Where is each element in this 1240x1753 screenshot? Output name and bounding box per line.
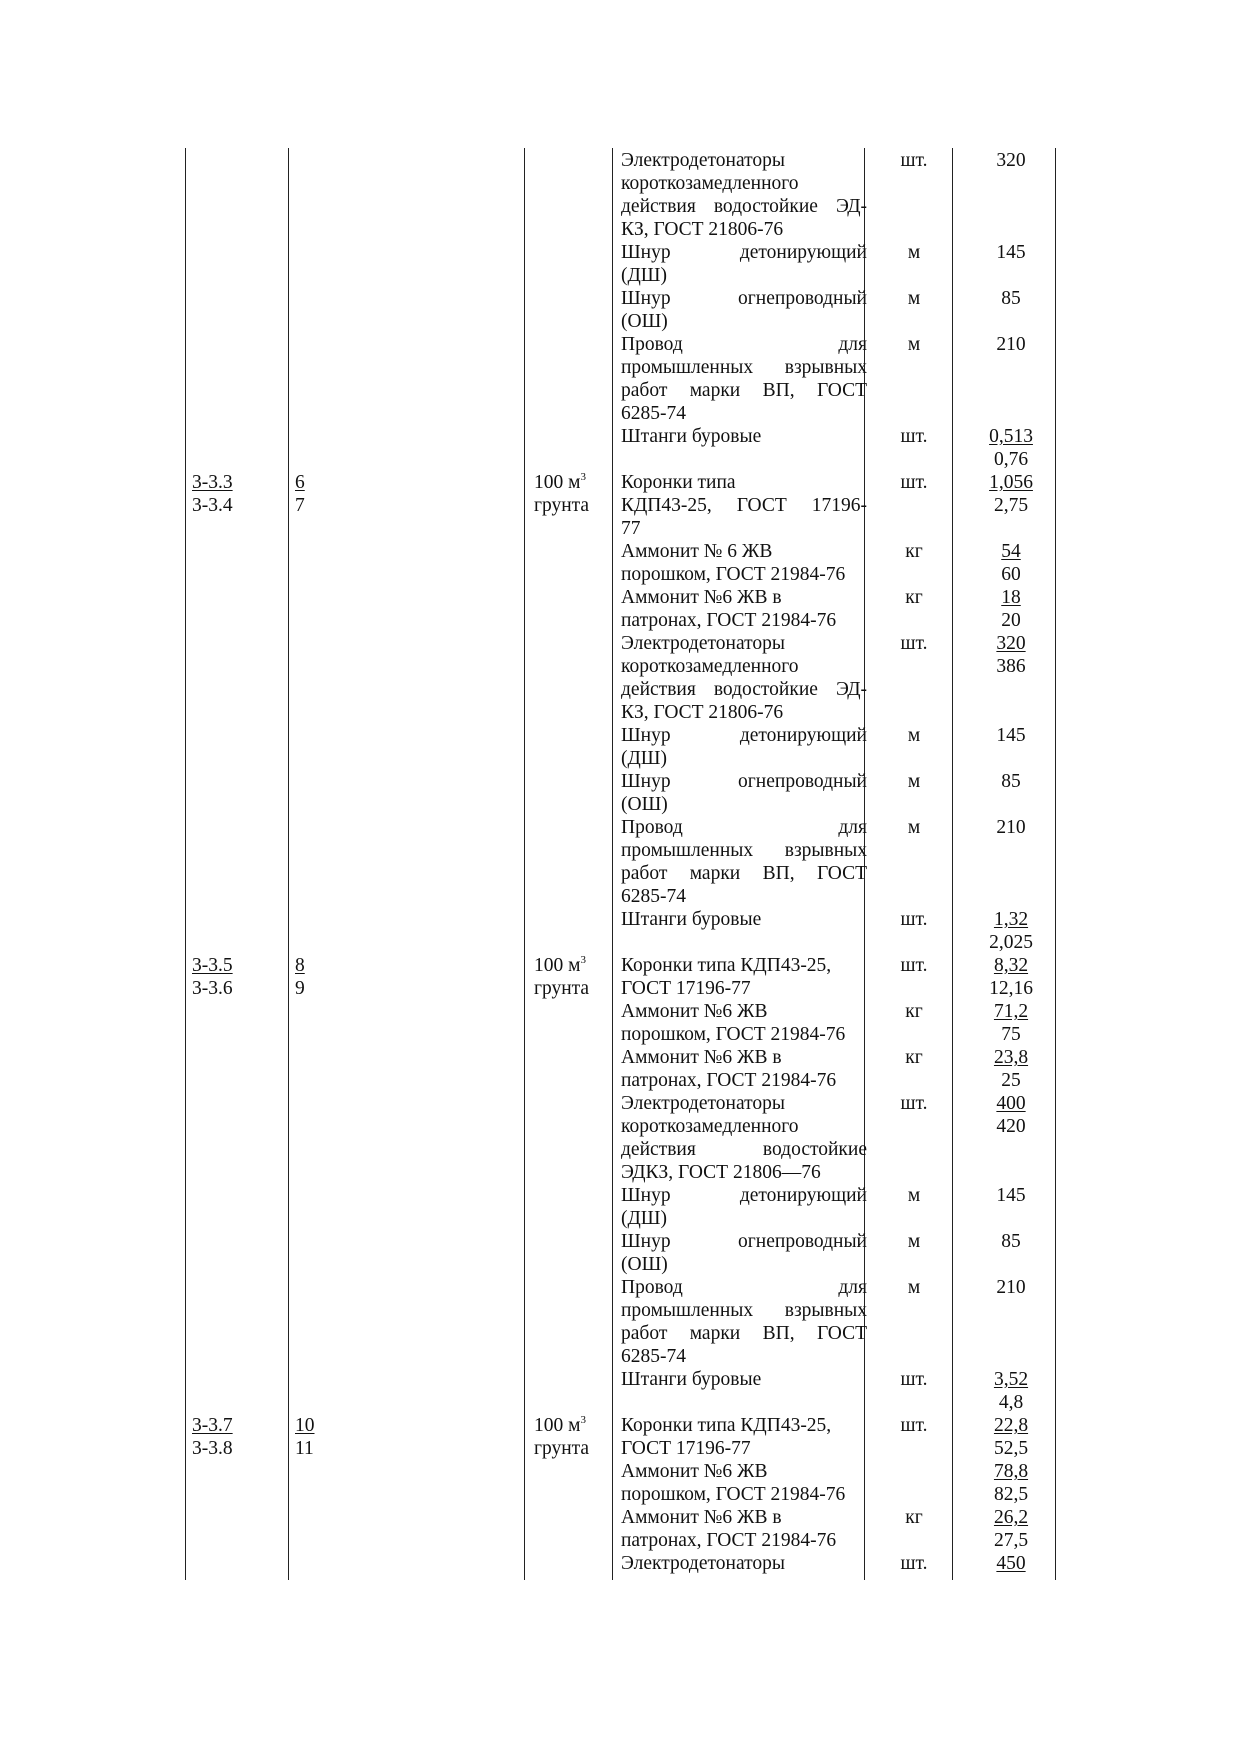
unit-of-measure: кг xyxy=(905,1507,923,1528)
material-name xyxy=(621,540,867,586)
quantity-value: 1,056 xyxy=(989,472,1033,493)
row-number: 10 xyxy=(295,1415,315,1436)
quantity-value: 25 xyxy=(1001,1070,1021,1091)
unit-of-measure: шт. xyxy=(900,1415,928,1436)
unit-of-measure: кг xyxy=(905,541,923,562)
material-name-line: Электродетонаторы xyxy=(621,150,785,171)
material-name xyxy=(621,1552,867,1575)
column-divider xyxy=(952,148,953,1580)
material-name xyxy=(621,1000,867,1046)
measure-unit-text: 100 м xyxy=(534,472,581,493)
unit-of-measure: шт. xyxy=(900,633,928,654)
material-name xyxy=(621,816,867,908)
material-name xyxy=(621,425,867,448)
quantity-value: 20 xyxy=(1001,610,1021,631)
quantity-value: 145 xyxy=(996,1185,1026,1206)
material-name-line: порошком, ГОСТ 21984-76 xyxy=(621,1024,846,1045)
quantity-value: 420 xyxy=(996,1116,1026,1137)
material-name-line: Коронки типа КДП43-25, xyxy=(621,1415,832,1436)
unit-of-measure: кг xyxy=(905,1047,923,1068)
column-divider xyxy=(524,148,525,1580)
measure-unit xyxy=(534,1414,586,1437)
material-name xyxy=(621,471,867,540)
column-divider xyxy=(612,148,613,1580)
material-name-line: Аммонит №6 ЖВ xyxy=(621,1001,768,1022)
unit-of-measure: шт. xyxy=(900,909,928,930)
material-name-line: Аммонит №6 ЖВ в xyxy=(621,1507,782,1528)
quantity-value: 60 xyxy=(1001,564,1021,585)
unit-of-measure: шт. xyxy=(900,150,928,171)
superscript: 3 xyxy=(580,1414,586,1426)
material-name-line: Провод для xyxy=(621,817,867,838)
material-name xyxy=(621,287,867,333)
unit-of-measure: м xyxy=(907,334,921,355)
material-name-line: 77 xyxy=(621,518,641,539)
material-name-line: действия водостойкие xyxy=(621,1139,867,1160)
quantity-value: 4,8 xyxy=(998,1392,1024,1413)
material-name xyxy=(621,1276,867,1368)
quantity-value: 145 xyxy=(996,725,1026,746)
measure-unit xyxy=(534,954,586,977)
material-name-line: Шнур огнепроводный xyxy=(621,288,867,309)
material-name xyxy=(621,1414,867,1460)
quantity-value: 8,32 xyxy=(993,955,1029,976)
norm-code: 3-3.6 xyxy=(192,978,233,999)
unit-of-measure: шт. xyxy=(900,1553,928,1574)
table-border-left xyxy=(185,148,186,1580)
material-name-line: действия водостойкие ЭД- xyxy=(621,679,867,700)
row-number: 6 xyxy=(295,472,305,493)
superscript: 3 xyxy=(580,954,586,966)
quantity-value: 78,8 xyxy=(993,1461,1029,1482)
quantity-value: 23,8 xyxy=(993,1047,1029,1068)
unit-of-measure: шт. xyxy=(900,1093,928,1114)
material-name xyxy=(621,724,867,770)
material-name-line: Штанги буровые xyxy=(621,426,762,447)
material-name xyxy=(621,632,867,724)
quantity-value: 3,52 xyxy=(993,1369,1029,1390)
unit-of-measure: м xyxy=(907,1185,921,1206)
unit-of-measure: шт. xyxy=(900,472,928,493)
quantity-value: 210 xyxy=(996,334,1026,355)
quantity-value: 210 xyxy=(996,1277,1026,1298)
quantity-value: 450 xyxy=(996,1553,1026,1574)
material-name xyxy=(621,1092,867,1184)
material-name-line: Провод для xyxy=(621,1277,867,1298)
table-border-right xyxy=(1055,148,1056,1580)
quantity-value: 54 xyxy=(1001,541,1021,562)
material-name-line: короткозамедленного xyxy=(621,656,799,677)
row-number: 8 xyxy=(295,955,305,976)
material-name-line: ГОСТ 17196-77 xyxy=(621,1438,751,1459)
material-name xyxy=(621,908,867,931)
measure-unit-text: 100 м xyxy=(534,955,581,976)
norm-code: 3-3.4 xyxy=(192,495,233,516)
material-name-line: патронах, ГОСТ 21984-76 xyxy=(621,610,837,631)
material-name-line: порошком, ГОСТ 21984-76 xyxy=(621,1484,846,1505)
measure-unit-text: грунта xyxy=(534,978,590,999)
material-name-line: КЗ, ГОСТ 21806-76 xyxy=(621,702,784,723)
material-name-line: Штанги буровые xyxy=(621,909,762,930)
quantity-value: 1,32 xyxy=(993,909,1029,930)
quantity-value: 320 xyxy=(996,633,1026,654)
unit-of-measure: шт. xyxy=(900,955,928,976)
unit-of-measure: шт. xyxy=(900,1369,928,1390)
material-name xyxy=(621,333,867,425)
material-name-line: Шнур детонирующий xyxy=(621,725,867,746)
column-divider xyxy=(288,148,289,1580)
material-name xyxy=(621,1184,867,1230)
material-name-line: Штанги буровые xyxy=(621,1369,762,1390)
material-name-line: промышленных взрывных xyxy=(621,1300,867,1321)
quantity-value: 85 xyxy=(1001,288,1021,309)
quantity-value: 320 xyxy=(996,150,1026,171)
material-name-line: действия водостойкие ЭД- xyxy=(621,196,867,217)
unit-of-measure: м xyxy=(907,1277,921,1298)
quantity-value: 386 xyxy=(996,656,1026,677)
material-name-line: промышленных взрывных xyxy=(621,357,867,378)
material-name xyxy=(621,954,867,1000)
material-name-line: порошком, ГОСТ 21984-76 xyxy=(621,564,846,585)
material-name xyxy=(621,1460,867,1506)
material-name-line: промышленных взрывных xyxy=(621,840,867,861)
quantity-value: 82,5 xyxy=(993,1484,1029,1505)
material-name xyxy=(621,1368,867,1391)
quantity-value: 2,025 xyxy=(989,932,1033,953)
material-name xyxy=(621,1506,867,1552)
norm-code: 3-3.3 xyxy=(192,472,233,493)
material-name xyxy=(621,149,867,241)
quantity-value: 71,2 xyxy=(993,1001,1029,1022)
unit-of-measure: кг xyxy=(905,1001,923,1022)
unit-of-measure: м xyxy=(907,288,921,309)
material-name-line: (ОШ) xyxy=(621,794,668,815)
material-name-line: Аммонит №6 ЖВ в xyxy=(621,1047,782,1068)
material-name-line: (ДШ) xyxy=(621,265,667,286)
material-name-line: (ОШ) xyxy=(621,1254,668,1275)
quantity-value: 26,2 xyxy=(993,1507,1029,1528)
measure-unit-text: грунта xyxy=(534,1438,590,1459)
material-name-line: 6285-74 xyxy=(621,886,686,907)
quantity-value: 12,16 xyxy=(989,978,1033,999)
quantity-value: 85 xyxy=(1001,1231,1021,1252)
material-name-line: ЭДКЗ, ГОСТ 21806—76 xyxy=(621,1162,821,1183)
measure-unit-text: грунта xyxy=(534,495,590,516)
material-name-line: патронах, ГОСТ 21984-76 xyxy=(621,1070,837,1091)
row-number: 9 xyxy=(295,978,305,999)
superscript: 3 xyxy=(580,471,586,483)
material-name-line: 6285-74 xyxy=(621,403,686,424)
material-name-line: ГОСТ 17196-77 xyxy=(621,978,751,999)
unit-of-measure: м xyxy=(907,771,921,792)
material-name-line: Шнур огнепроводный xyxy=(621,1231,867,1252)
material-name-line: Электродетонаторы xyxy=(621,633,785,654)
material-name-line: работ марки ВП, ГОСТ xyxy=(621,1323,867,1344)
row-number: 7 xyxy=(295,495,305,516)
quantity-value: 145 xyxy=(996,242,1026,263)
material-name xyxy=(621,241,867,287)
norm-code: 3-3.8 xyxy=(192,1438,233,1459)
material-name-line: КДП43-25, ГОСТ 17196- xyxy=(621,495,867,516)
unit-of-measure: м xyxy=(907,242,921,263)
material-name-line: Аммонит № 6 ЖВ xyxy=(621,541,773,562)
quantity-value: 75 xyxy=(1001,1024,1021,1045)
material-name-line: Шнур детонирующий xyxy=(621,1185,867,1206)
material-name-line: короткозамедленного xyxy=(621,1116,799,1137)
material-name-line: работ марки ВП, ГОСТ xyxy=(621,863,867,884)
material-name xyxy=(621,1230,867,1276)
unit-of-measure: шт. xyxy=(900,426,928,447)
material-name-line: патронах, ГОСТ 21984-76 xyxy=(621,1530,837,1551)
unit-of-measure: кг xyxy=(905,587,923,608)
quantity-value: 85 xyxy=(1001,771,1021,792)
material-name-line: Электродетонаторы xyxy=(621,1553,785,1574)
material-name-line: Шнур огнепроводный xyxy=(621,771,867,792)
material-name-line: (ДШ) xyxy=(621,748,667,769)
quantity-value: 210 xyxy=(996,817,1026,838)
quantity-value: 400 xyxy=(996,1093,1026,1114)
material-name-line: короткозамедленного xyxy=(621,173,799,194)
material-name-line: Электродетонаторы xyxy=(621,1093,785,1114)
quantity-value: 22,8 xyxy=(993,1415,1029,1436)
quantity-value: 27,5 xyxy=(993,1530,1029,1551)
material-name-line: Аммонит №6 ЖВ xyxy=(621,1461,768,1482)
unit-of-measure: м xyxy=(907,725,921,746)
material-name-line: 6285-74 xyxy=(621,1346,686,1367)
material-name-line: Коронки типа КДП43-25, xyxy=(621,955,832,976)
row-number: 11 xyxy=(295,1438,314,1459)
norm-code: 3-3.7 xyxy=(192,1415,233,1436)
material-name-line: Шнур детонирующий xyxy=(621,242,867,263)
quantity-value: 0,513 xyxy=(989,426,1033,447)
quantity-value: 18 xyxy=(1001,587,1021,608)
measure-unit xyxy=(534,471,586,494)
material-name-line: Провод для xyxy=(621,334,867,355)
material-name-line: КЗ, ГОСТ 21806-76 xyxy=(621,219,784,240)
norm-code: 3-3.5 xyxy=(192,955,233,976)
measure-unit-text: 100 м xyxy=(534,1415,581,1436)
quantity-value: 0,76 xyxy=(993,449,1029,470)
quantity-value: 52,5 xyxy=(993,1438,1029,1459)
material-name xyxy=(621,770,867,816)
material-name-line: Коронки типа xyxy=(621,472,736,493)
material-name-line: Аммонит №6 ЖВ в xyxy=(621,587,782,608)
material-name-line: работ марки ВП, ГОСТ xyxy=(621,380,867,401)
material-name xyxy=(621,1046,867,1092)
material-name xyxy=(621,586,867,632)
unit-of-measure: м xyxy=(907,1231,921,1252)
material-name-line: (ОШ) xyxy=(621,311,668,332)
quantity-value: 2,75 xyxy=(993,495,1029,516)
unit-of-measure: м xyxy=(907,817,921,838)
material-name-line: (ДШ) xyxy=(621,1208,667,1229)
